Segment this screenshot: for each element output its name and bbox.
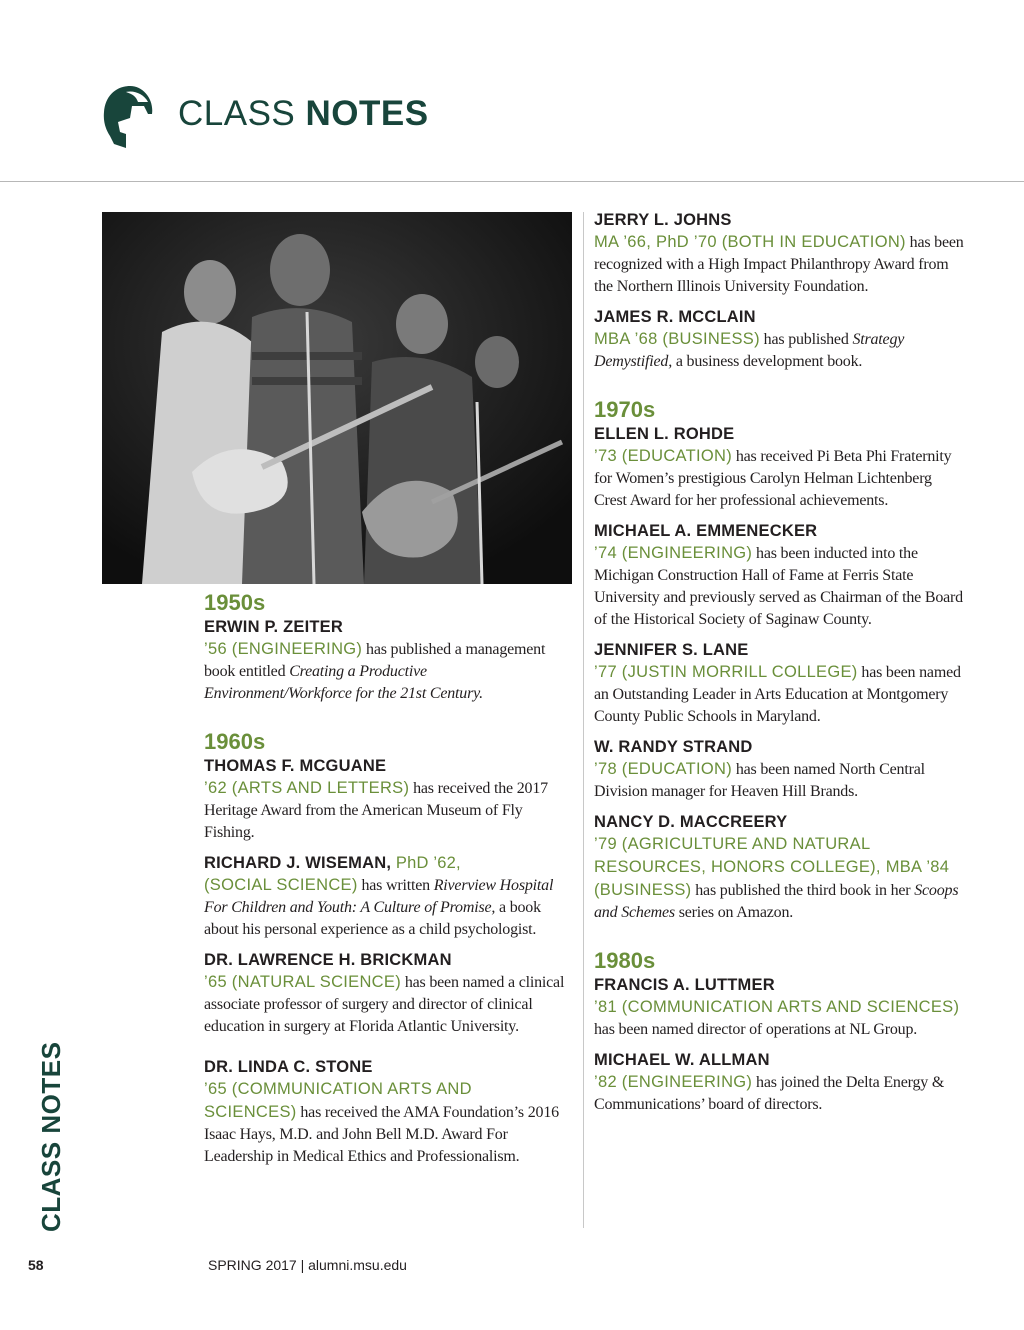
class-note-entry [594, 423, 966, 512]
entry-text: a book about his personal experience as a child psychologist. [204, 899, 541, 938]
alumni-name: JERRY L. JOHNS [594, 211, 732, 229]
degree: ’62 (ARTS AND LETTERS) [204, 779, 410, 797]
band-photo [102, 212, 572, 584]
class-note-entry [594, 520, 966, 631]
degree: ’79 (AGRICULTURE AND NATURAL RESOURCES, HONORS COLLEGE), MBA ’84 (BUSINESS) [594, 835, 950, 899]
column-divider [583, 212, 584, 1228]
class-note-entry [594, 811, 966, 924]
alumni-name: THOMAS F. MCGUANE [204, 757, 387, 775]
class-note-entry [204, 755, 569, 844]
alumni-name: JAMES R. MCCLAIN [594, 308, 756, 326]
class-note-entry [594, 1049, 966, 1116]
entry-body [204, 1078, 569, 1168]
class-note-entry [594, 209, 966, 298]
class-note-entry [594, 639, 966, 728]
entry-text: has been named director of operations at NL Group. [594, 1021, 918, 1038]
entry-body [594, 996, 966, 1041]
decade-heading: 1950s [204, 590, 266, 615]
entry-text: has received Pi Beta Phi Fraternity for Women’s prestigious Carolyn Helman Lichtenberg Crest Award for her professional achievements. [594, 448, 952, 509]
entry-body [204, 638, 569, 705]
left-column [204, 590, 569, 1176]
degree: ’82 (ENGINEERING) [594, 1073, 753, 1091]
alumni-name: NANCY D. MACCREERY [594, 813, 788, 831]
entry-text: has joined the Delta Energy & Communications’ board of directors. [594, 1074, 945, 1113]
degree: ’65 (NATURAL SCIENCE) [204, 973, 402, 991]
alumni-name [204, 852, 569, 874]
header-divider [0, 181, 1024, 182]
degree: ’78 (EDUCATION) [594, 760, 733, 778]
title-light: CLASS [178, 94, 306, 133]
alumni-name: MICHAEL A. EMMENECKER [594, 522, 818, 540]
right-column [594, 209, 966, 1124]
alumni-name-text: RICHARD J. WISEMAN, [204, 854, 392, 872]
alumni-name: ELLEN L. ROHDE [594, 425, 735, 443]
alumni-name: DR. LINDA C. STONE [204, 1058, 373, 1076]
degree: (SOCIAL SCIENCE) [204, 876, 358, 894]
page-title [178, 94, 429, 134]
entry-text: has been named a clinical associate professor of surgery and director of clinical education in surgery at Florida Atlantic University. [204, 974, 565, 1035]
class-note-entry [204, 616, 569, 705]
footer-text: SPRING 2017 | alumni.msu.edu [208, 1257, 407, 1273]
section-side-label: CLASS NOTES [36, 1041, 66, 1232]
decade-heading: 1980s [594, 948, 656, 973]
class-note-entry [204, 1056, 569, 1168]
entry-body [594, 833, 966, 924]
entry-body [594, 542, 966, 631]
entry-body [594, 328, 966, 373]
entry-text: has published [759, 331, 853, 348]
entry-text: has received the AMA Foundation’s 2016 Isaac Hays, M.D. and John Bell M.D. Award For Leadership in Medical Ethics and Professionalism. [204, 1104, 559, 1165]
entry-text: has written [357, 877, 434, 894]
entry-body [594, 1071, 966, 1116]
degree: ’81 (COMMUNICATION ARTS AND SCIENCES) [594, 998, 960, 1016]
book-title: Strategy Demystified, [594, 331, 905, 370]
entry-body [204, 874, 569, 941]
decade-heading: 1970s [594, 397, 656, 422]
book-title: Scoops and Schemes [594, 882, 959, 921]
alumni-name: FRANCIS A. LUTTMER [594, 976, 775, 994]
decade-heading: 1960s [204, 729, 266, 754]
degree: MA ’66, PhD ’70 (BOTH IN EDUCATION) [594, 233, 906, 251]
degree: ’56 (ENGINEERING) [204, 640, 363, 658]
class-note-entry [204, 949, 569, 1038]
degree: ’77 (JUSTIN MORRILL COLLEGE) [594, 663, 858, 681]
alumni-name: MICHAEL W. ALLMAN [594, 1051, 770, 1069]
entry-body [204, 971, 569, 1038]
alumni-name: DR. LAWRENCE H. BRICKMAN [204, 951, 452, 969]
entry-text: has published the third book in her [691, 882, 915, 899]
spartan-helmet-icon [100, 84, 158, 150]
class-note-entry [594, 306, 966, 373]
alumni-name: JENNIFER S. LANE [594, 641, 749, 659]
entry-body [204, 777, 569, 844]
entry-text: has received the 2017 Heritage Award from the American Museum of Fly Fishing. [204, 780, 548, 841]
entry-text: has been inducted into the Michigan Construction Hall of Fame at Ferris State University and previously served as Chairman of the Board of the Historical Society of Saginaw County. [594, 545, 963, 628]
degree: ’65 (COMMUNICATION ARTS AND SCIENCES) [204, 1080, 472, 1121]
entry-text: has published a management book entitled [204, 641, 546, 680]
class-note-entry [204, 852, 569, 941]
entry-body [594, 231, 966, 298]
page-number: 58 [28, 1257, 44, 1273]
entry-text: a business development book. [672, 353, 863, 370]
entry-body [594, 661, 966, 728]
entry-text: has been named North Central Division manager for Heaven Hill Brands. [594, 761, 925, 800]
entry-text: has been named an Outstanding Leader in Arts Education at Montgomery County Public Schools in Maryland. [594, 664, 961, 725]
book-title: Riverview Hospital For Children and Youth: A Culture of Promise, [204, 877, 554, 916]
title-bold: NOTES [305, 94, 429, 133]
alumni-name: W. RANDY STRAND [594, 738, 753, 756]
book-title: Creating a Productive Environment/Workforce for the 21st Century. [204, 663, 483, 702]
entry-body [594, 758, 966, 803]
degree: ’74 (ENGINEERING) [594, 544, 753, 562]
class-note-entry [594, 974, 966, 1041]
degree: MBA ’68 (BUSINESS) [594, 330, 760, 348]
alumni-name: ERWIN P. ZEITER [204, 618, 343, 636]
degree: PhD ’62, [391, 854, 461, 872]
degree: ’73 (EDUCATION) [594, 447, 733, 465]
entry-text: has been recognized with a High Impact Philanthropy Award from the Northern Illinois University Foundation. [594, 234, 964, 295]
entry-text: series on Amazon. [674, 904, 794, 921]
class-note-entry [594, 736, 966, 803]
entry-body [594, 445, 966, 512]
